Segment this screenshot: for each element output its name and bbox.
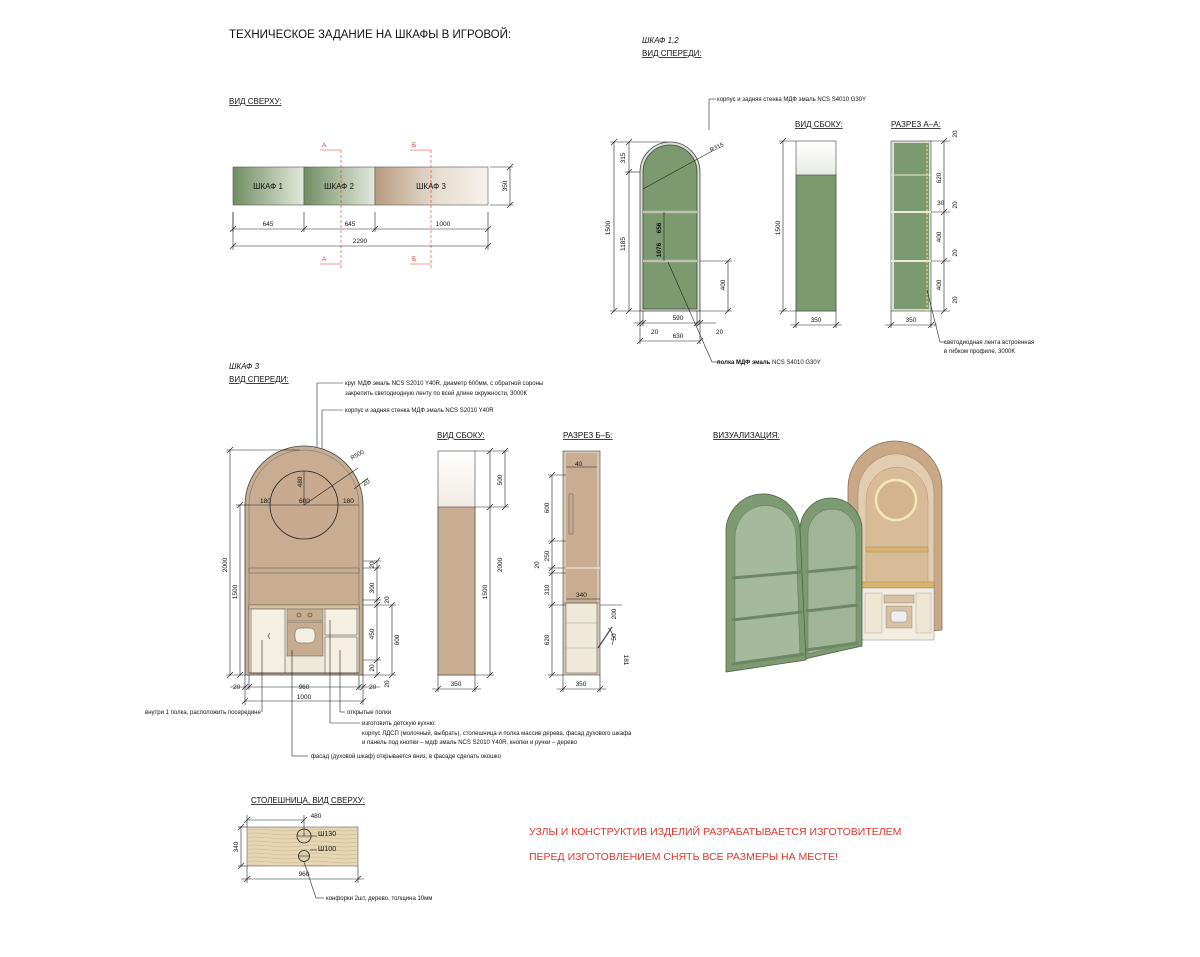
section-b-top: Б bbox=[412, 142, 417, 149]
cab12-dim-inner-2: 1076 bbox=[656, 242, 663, 258]
cab3-r-dim-3: 20 bbox=[384, 596, 391, 604]
countertop-heading: СТОЛЕШНИЦА, ВИД СВЕРХУ: bbox=[251, 796, 365, 805]
visualization-heading: ВИЗУАЛИЗАЦИЯ: bbox=[713, 431, 780, 440]
warning-line-2: ПЕРЕД ИЗГОТОВЛЕНИЕМ СНЯТЬ ВСЕ РАЗМЕРЫ НА МЕСТЕ! bbox=[529, 851, 838, 863]
cab12-dim-straight: 1185 bbox=[620, 237, 627, 251]
cab3-arc-dim-20: 20 bbox=[361, 478, 372, 488]
vis-led-circle bbox=[876, 480, 916, 520]
cab12-dim-height: 1500 bbox=[605, 220, 612, 236]
bb-dim-1: 40 bbox=[575, 461, 583, 468]
page-title: ТЕХНИЧЕСКОЕ ЗАДАНИЕ НА ШКАФЫ В ИГРОВОЙ: bbox=[229, 29, 512, 41]
burner-2-size: Ш100 bbox=[318, 846, 337, 853]
cab12-dim-b1: 20 bbox=[651, 329, 659, 336]
note-kitchen-2: корпус ЛДСП (молочный, выбрать), столешница и полка массив дерева, фасад духового шкафа bbox=[362, 731, 632, 737]
top-view bbox=[229, 97, 513, 268]
cab3-side-dim-1: 500 bbox=[497, 474, 504, 486]
note-inner-shelf: внутри 1 полка, расположить посередине bbox=[145, 710, 261, 716]
cab3-r-dim-6: 20 bbox=[369, 664, 376, 672]
bb-dim-7: 200 bbox=[611, 608, 618, 620]
burner-1-size: Ш130 bbox=[318, 831, 337, 838]
cab3-circle-note-1: круг МДФ эмаль NCS S2010 Y40R, диаметр 600мм, с обратной сороны bbox=[345, 381, 544, 387]
cab12-dim-lower: 400 bbox=[720, 279, 727, 291]
cabinet-3-side-view bbox=[432, 431, 509, 692]
cabinet-12-side-view bbox=[775, 120, 843, 328]
cab12-shelf-note bbox=[717, 360, 821, 366]
cab3-arc-dim-480: 480 bbox=[297, 476, 304, 488]
cab3-r-dim-5: 600 bbox=[394, 634, 401, 646]
top-width-2: 645 bbox=[344, 221, 356, 228]
bb-dim-10: 181 bbox=[622, 654, 629, 666]
countertop-board bbox=[247, 827, 358, 866]
cab3-r-dim-4: 450 bbox=[369, 628, 376, 640]
top-total-width: 2290 bbox=[352, 238, 368, 245]
cab12-back-panel bbox=[643, 145, 697, 309]
cabinet-3-front-view bbox=[145, 362, 632, 760]
cab3-r-dim-2: 300 bbox=[369, 582, 376, 594]
section-b-bottom: Б bbox=[412, 256, 417, 263]
cab3-radius: R500 bbox=[350, 449, 366, 462]
cab3-b-dim-2: 960 bbox=[298, 684, 310, 691]
cabinet-3-section-bb bbox=[534, 431, 629, 692]
cab3-section-heading: РАЗРЕЗ Б–Б: bbox=[563, 431, 613, 440]
bb-dim-4: 20 bbox=[534, 561, 541, 569]
bb-dim-9: 50 bbox=[611, 633, 618, 641]
cab12-dim-arc: 315 bbox=[620, 152, 627, 164]
aa-dim-3: 30 bbox=[937, 200, 945, 207]
cab3-side-dim-2: 2000 bbox=[497, 557, 504, 573]
bb-dim-3: 250 bbox=[544, 550, 551, 562]
cab3-r-dim-7: 20 bbox=[384, 680, 391, 688]
countertop-depth: 340 bbox=[233, 841, 240, 853]
cab3-dim-height: 2000 bbox=[222, 557, 229, 573]
section-a-top: А bbox=[322, 142, 327, 149]
cab3-dim-straight: 1500 bbox=[232, 584, 239, 600]
cab3-side-heading: ВИД СБОКУ: bbox=[437, 431, 485, 440]
cab3-arc-dim-180-l: 180 bbox=[260, 498, 271, 505]
countertop-note: конфорки 2шт, дерево, толщина 10мм bbox=[326, 896, 433, 902]
cab3-side-depth: 350 bbox=[450, 681, 462, 688]
note-oven: фасад (духовой шкаф) открывается вниз, в фасаде сделать окошко bbox=[311, 754, 501, 760]
cab12-dim-b2: 590 bbox=[672, 315, 684, 322]
visualization bbox=[713, 431, 942, 672]
countertop-width-top: 480 bbox=[310, 813, 322, 820]
cab3-r-dim-1: 20 bbox=[369, 561, 376, 569]
cab12-shelf-note-rest: NCS S4010 G30Y bbox=[770, 360, 821, 366]
warning-line-1: УЗЛЫ И КОНСТРУКТИВ ИЗДЕЛИЙ РАЗРАБАТЫВАЕТСЯ ИЗГОТОВИТЕЛЕМ bbox=[529, 826, 902, 838]
aa-dim-5: 400 bbox=[936, 231, 943, 243]
aa-dim-1: 20 bbox=[952, 130, 959, 138]
bb-dim-2: 600 bbox=[544, 502, 551, 514]
aa-depth: 350 bbox=[905, 317, 917, 324]
cab3-heading: ШКАФ 3 bbox=[229, 362, 260, 371]
aa-dim-2: 620 bbox=[936, 172, 943, 184]
cab3-b-dim-1: 20 bbox=[233, 684, 241, 691]
cabinet-3-label: ШКАФ 3 bbox=[416, 182, 446, 191]
led-note-2: в гибком профиле, 3000К bbox=[944, 349, 1015, 355]
countertop-width: 960 bbox=[298, 871, 310, 878]
cab12-side-heading: ВИД СБОКУ: bbox=[795, 120, 843, 129]
note-kitchen-3: и панель под кнопки – мдф эмаль NCS S2010 Y40R, кнопки и ручки – дерево bbox=[362, 740, 577, 746]
bb-depth: 350 bbox=[575, 681, 587, 688]
cab12-subheading: ВИД СПЕРЕДИ: bbox=[642, 49, 702, 58]
top-depth: 350 bbox=[502, 180, 509, 192]
cab12-dim-inner-1: 656 bbox=[656, 222, 663, 234]
aa-dim-6: 20 bbox=[952, 249, 959, 257]
bb-dim-6: 340 bbox=[576, 592, 587, 599]
note-open-shelves: открытые полки bbox=[347, 710, 392, 716]
cabinet-1-label: ШКАФ 1 bbox=[253, 182, 283, 191]
bb-dim-5: 310 bbox=[544, 584, 551, 596]
cab3-side-dim-3: 1500 bbox=[482, 584, 489, 600]
cab3-subheading: ВИД СПЕРЕДИ: bbox=[229, 375, 289, 384]
cab12-dim-b4: 630 bbox=[672, 333, 684, 340]
cab12-side-height: 1500 bbox=[775, 220, 782, 236]
cab12-radius: R315 bbox=[709, 142, 725, 154]
cabinet-12-section-aa bbox=[885, 120, 1034, 355]
manufacturer-warning bbox=[529, 825, 901, 863]
cab12-heading: ШКАФ 1,2 bbox=[642, 36, 679, 45]
aa-dim-7: 400 bbox=[936, 279, 943, 291]
cab12-shelf-note-bold: полка МДФ эмаль bbox=[717, 360, 771, 366]
cabinet-2-label: ШКАФ 2 bbox=[324, 182, 354, 191]
cab12-section-heading: РАЗРЕЗ А–А: bbox=[891, 120, 941, 129]
cab12-dim-b3: 20 bbox=[716, 329, 724, 336]
top-width-1: 645 bbox=[262, 221, 274, 228]
cab12-body-note: корпус и задняя стенка МДФ эмаль NCS S4010 G30Y bbox=[717, 97, 867, 103]
top-view-heading: ВИД СВЕРХУ: bbox=[229, 97, 282, 106]
cab3-arc-dim-180-r: 180 bbox=[343, 498, 354, 505]
note-kitchen-1: изготовить детскую кухню: bbox=[362, 721, 436, 727]
aa-dim-8: 20 bbox=[952, 296, 959, 304]
top-width-3: 1000 bbox=[435, 221, 451, 228]
cab3-body-note: корпус и задняя стенка МДФ эмаль NCS S2010 Y40R bbox=[345, 408, 494, 414]
cab3-circle-note-2: закрепить светодиодную ленту по всей длине окружности, 3000К bbox=[345, 391, 527, 397]
countertop-top-view bbox=[233, 796, 432, 902]
led-note-1: светодиодная лента встроенная bbox=[944, 340, 1035, 346]
cab12-side-depth: 350 bbox=[810, 317, 822, 324]
section-a-bottom: А bbox=[322, 256, 327, 263]
bb-dim-8: 620 bbox=[544, 634, 551, 646]
cab3-arc-dim-600: 600 bbox=[299, 498, 310, 505]
cab3-b-dim-3: 20 bbox=[369, 684, 377, 691]
aa-dim-4: 20 bbox=[952, 201, 959, 209]
cab3-b-dim-4: 1000 bbox=[296, 694, 312, 701]
